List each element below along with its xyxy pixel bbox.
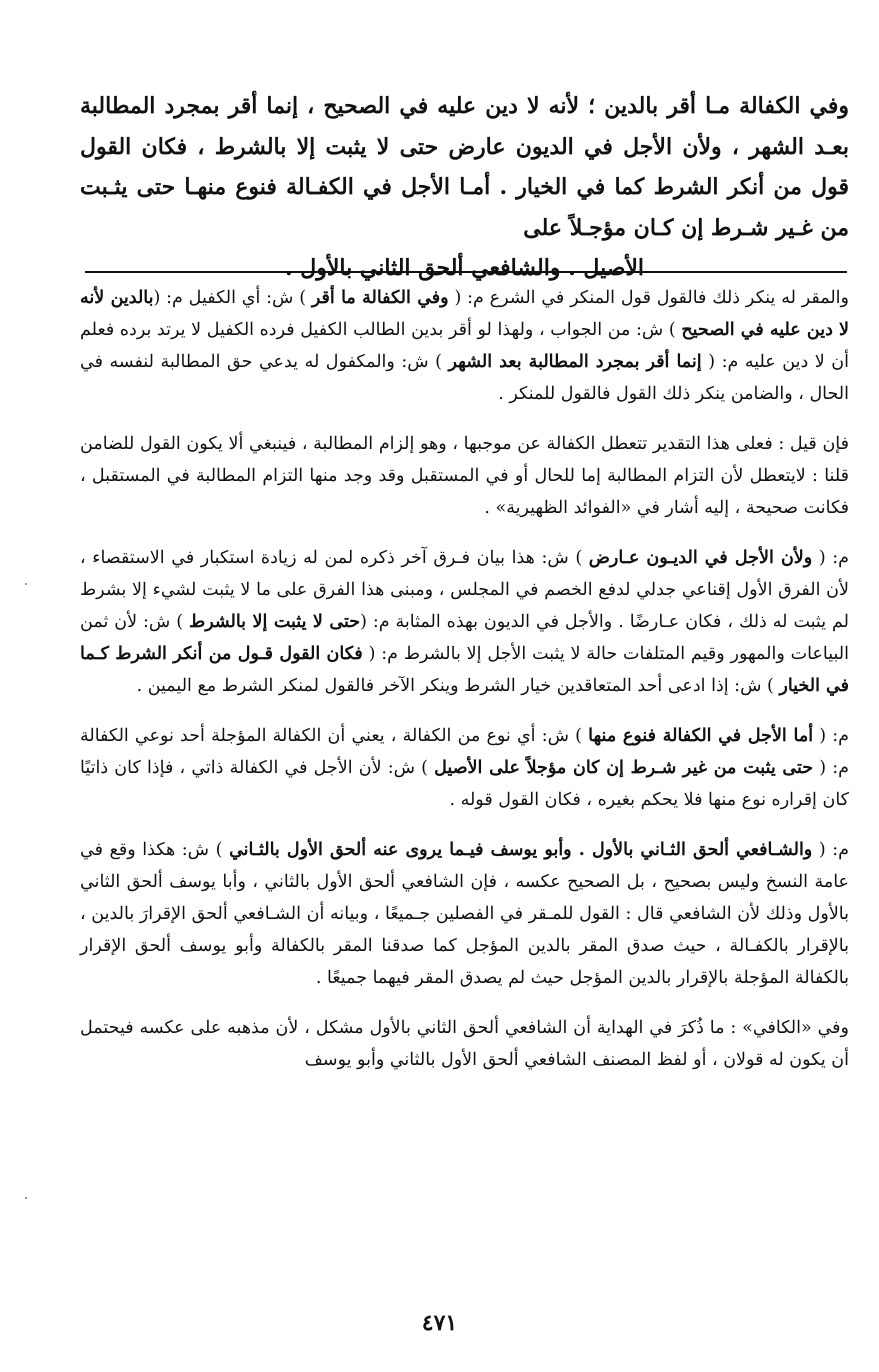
text-run: م: (	[812, 548, 849, 568]
text-run: ) ش: أي الكفيل م: (	[153, 288, 312, 308]
main-text-block	[80, 86, 849, 289]
text-run: ) ش: أي نوع من الكفالة ، يعني أن الكفالة المؤجلة أحد نوعي الكفالة م: (	[80, 726, 850, 778]
quoted-matn: حتى لا يثبت إلا بالشرط	[189, 612, 361, 632]
commentary-paragraph-5	[80, 834, 849, 994]
text-run: م: (	[813, 726, 849, 746]
commentary-paragraph-4	[80, 720, 849, 816]
commentary-block	[80, 282, 849, 1076]
quoted-matn: . وأبو يوسف فيـما يروى عنه ألحق الأول بالثـاني	[229, 840, 592, 860]
text-run: ) ش: لأن ثمن البياعات والمهور وقيم المتلفات حالة لا يثبت الأجل إلا بالشرط م: (	[80, 612, 849, 664]
text-run: ) ش: والمكفول له يدعي حق المطالبة لنفسه في الحال ، والضامن ينكر ذلك القول فالقول للمنكر .	[80, 352, 849, 404]
text-run: ) ش: لأن الأجل في الكفالة ذاتي ، فإذا كان ذاتيًا كان إقراره نوع منها فلا يحكم بغيره ، فكان القول قوله .	[80, 758, 849, 810]
commentary-paragraph-3	[80, 542, 849, 702]
text-run: ) ش: هذا بيان فـرق آخر ذكره لمن له زيادة استكبار في الاستقصاء ، لأن الفرق الأول إقناعي جدلي لدفع الخصم في المجلس ، ومبنى هذا الفرق على ما لا يثبت لشيء إلا بشرط لم يثبت له ذلك ، فكان عـارضًا . والأجل في الديون بهذه المثابة م: (	[80, 548, 849, 632]
margin-dot	[25, 583, 27, 585]
text-run: ) ش: هكذا وقع في عامة النسخ وليس بصحيح ، بل الصحيح عكسه ، فإن الشافعي ألحق الأول بالثاني ، وأبا يوسف ألحق الثاني بالأول وذلك لأن الشافعي قال : القول للمـقر في الفصلين جـميعًا ، وبيانه أن الشـافعي ألحق الإقرارَ بالدين ، بالإقرار بالكفـالة ، حيث صدق المقر بالدين المؤجل كما صدقنا المقر بالكفالة وأبو يوسف ألحق الإقرار بالكفالة المؤجلة بالإقرار بالدين المؤجل حيث لم يصدق المقر فيهما جميعًا .	[80, 840, 849, 988]
margin-dot	[25, 1197, 27, 1199]
main-text: وفي الكفالة مـا أقر بالدين ؛ لأنه لا دين عليه في الصحيح ، إنما أقر بمجرد المطالبة بعـد الشهر ، ولأن الأجل في الديون عارض حتى لا يثبت إلا بالشرط ، فكان القول قول من أنكر الشرط كما في الخيار . أمـا الأجل في الكفـالة فنوع منهـا حتى يثـبت من غـير شـرط إن كـان مؤجـلاً على	[80, 93, 849, 241]
quoted-matn: حتى يثبت من غير شـرط إن كان مؤجلاً على الأصيل	[434, 758, 814, 778]
text-run: ) ش: إذا ادعى أحد المتعاقدين خيار الشرط وينكر الآخر فالقول لمنكر الشرط مع اليمين .	[136, 676, 780, 696]
quoted-matn: إنما أقر بمجرد المطالبة بعد الشهر	[448, 352, 702, 372]
text-run: وفي «الكافي» : ما ذُكرَ في الهداية أن الشافعي ألحق الثاني بالأول مشكل ، لأن مذهبه على عكسه فيحتمل أن يكون له قولان ، أو لفظ المصنف الشافعي ألحق الأول بالثاني وأبو يوسف	[80, 1018, 849, 1070]
commentary-paragraph-2	[80, 428, 849, 524]
quoted-matn: والشـافعي ألحق الثـاني بالأول	[591, 840, 813, 860]
main-text-last-line: الأصيل . والشافعي ألحق الثاني بالأول .	[284, 255, 645, 281]
quoted-matn: وفي الكفالة ما أقر	[311, 288, 449, 308]
text-run: م: (	[812, 840, 850, 860]
commentary-paragraph-6	[80, 1012, 849, 1076]
page-number: ٤٧١	[421, 1310, 458, 1336]
quoted-matn: ولأن الأجل في الديـون عـارض	[588, 548, 813, 568]
quoted-matn: فكان القول قـول من أنكر الشرط كـما في الخيار	[80, 644, 849, 696]
text-run: فإن قيل : فعلى هذا التقدير تتعطل الكفالة عن موجبها ، وهو إلزام المطالبة ، فينبغي ألا يكون القول للضامن قلنا : لايتعطل لأن التزام المطالبة إما للحال أو في المستقبل وقد وجد منها التزام المطالبة في المستقبل ، فكانت صحيحة ، إليه أشار في «الفوائد الظهيرية» .	[80, 434, 849, 518]
quoted-matn: أما الأجل في الكفالة فنوع منها	[588, 726, 814, 746]
text-run: والمقر له ينكر ذلك فالقول قول المنكر في الشرع م: (	[448, 288, 849, 308]
commentary-paragraph-1	[80, 282, 849, 410]
text-run: ) ش: من الجواب ، ولهذا لو أقر بدين الطالب الكفيل فرده الكفيل لا يرتد برده فعلم أن لا دين عليه م: (	[80, 320, 850, 372]
separator-rule	[85, 271, 847, 273]
quoted-matn: بالدين لأنه لا دين عليه في الصحيح	[80, 288, 850, 340]
